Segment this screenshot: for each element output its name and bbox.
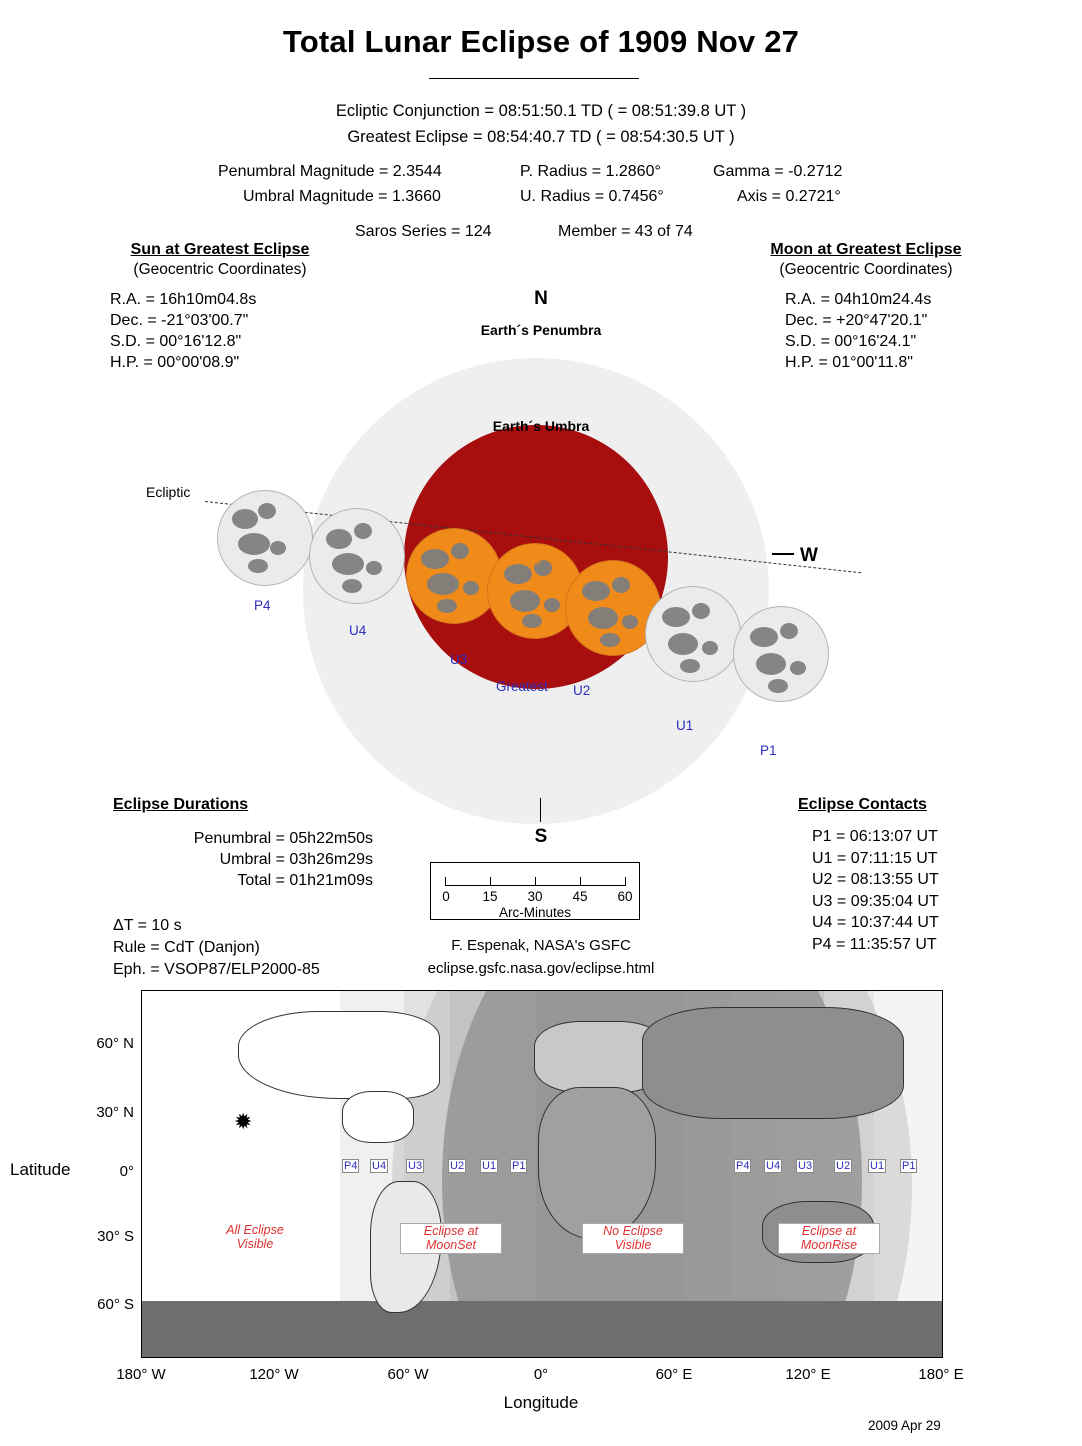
north-label: N xyxy=(534,288,548,309)
delta-t: ΔT = 10 s xyxy=(113,917,182,934)
diagram-tag-u4: U4 xyxy=(349,623,367,638)
credit-line-2[interactable]: eclipse.gsfc.nasa.gov/eclipse.html xyxy=(427,960,655,977)
map-tag-right-p1: P1 xyxy=(902,1160,916,1172)
map-tag-right-u4: U4 xyxy=(766,1160,781,1172)
lon-tick-60e: 60° E xyxy=(655,1366,693,1383)
moon-position-u1 xyxy=(645,586,741,682)
map-region-no-eclipse: No Eclipse Visible xyxy=(582,1223,684,1254)
danjon-rule: Rule = CdT (Danjon) xyxy=(113,939,260,956)
saros-series: Saros Series = 124 xyxy=(355,223,492,240)
moon-subheading: (Geocentric Coordinates) xyxy=(779,261,953,278)
u-radius: U. Radius = 0.7456° xyxy=(520,188,664,205)
saros-member: Member = 43 of 74 xyxy=(558,223,693,240)
contact-u1: U1 = 07:11:15 UT xyxy=(812,849,938,867)
lon-tick-120e: 120° E xyxy=(785,1366,831,1383)
contact-u2: U2 = 08:13:55 UT xyxy=(812,871,939,888)
scale-tick-45: 45 xyxy=(572,889,588,904)
penumbra-label: Earth´s Penumbra xyxy=(480,322,602,338)
contact-p4: P4 = 11:35:57 UT xyxy=(812,935,937,953)
south-tick xyxy=(540,798,541,822)
map-region-moonset: Eclipse at MoonSet xyxy=(400,1223,502,1254)
sublunar-star-icon: ✹ xyxy=(234,1109,253,1134)
map-land-north-america xyxy=(238,1011,440,1099)
scale-bar xyxy=(430,862,640,920)
scale-tick-0: 0 xyxy=(442,889,450,904)
lon-tick-180e: 180° E xyxy=(918,1366,964,1383)
penumbral-magnitude: Penumbral Magnitude = 2.3544 xyxy=(218,163,442,180)
moon-dec: Dec. = +20°47'20.1" xyxy=(785,312,928,329)
diagram-tag-u3: U3 xyxy=(450,652,468,667)
gamma: Gamma = -0.2712 xyxy=(713,163,843,180)
south-label: S xyxy=(534,826,548,847)
lat-tick-30n: 30° N xyxy=(96,1104,134,1121)
axis: Axis = 0.2721° xyxy=(737,188,841,205)
diagram-tag-u2: U2 xyxy=(573,683,591,698)
lon-tick-180w: 180° W xyxy=(116,1366,166,1383)
west-label: W xyxy=(800,545,818,566)
moon-sd: S.D. = 00°16'24.1" xyxy=(785,333,917,350)
lat-tick-30s: 30° S xyxy=(97,1228,134,1245)
map-tag-right-u2: U2 xyxy=(836,1160,851,1172)
map-tag-left-u4: U4 xyxy=(372,1160,387,1172)
latitude-axis-title: Latitude xyxy=(10,1160,71,1179)
map-tag-right-u1: U1 xyxy=(870,1160,885,1172)
durations-heading: Eclipse Durations xyxy=(113,796,249,813)
scale-units-label: Arc-Minutes xyxy=(498,905,571,920)
sun-subheading: (Geocentric Coordinates) xyxy=(133,261,307,278)
lon-tick-60w: 60° W xyxy=(387,1366,429,1383)
credit-line-1: F. Espenak, NASA's GSFC xyxy=(451,937,631,954)
greatest-center-cross: + xyxy=(533,554,543,571)
sun-sd: S.D. = 00°16'12.8" xyxy=(110,333,242,350)
moon-position-u4 xyxy=(309,508,405,604)
contact-u3: U3 = 09:35:04 UT xyxy=(812,892,939,910)
sun-heading: Sun at Greatest Eclipse xyxy=(130,241,310,258)
moon-position-p4 xyxy=(217,490,313,586)
moon-hp: H.P. = 01°00'11.8" xyxy=(785,354,913,371)
contact-p1: P1 = 06:13:07 UT xyxy=(812,828,938,845)
scale-tick-30: 30 xyxy=(527,889,543,904)
map-tag-left-p4: P4 xyxy=(344,1160,358,1172)
west-tick xyxy=(772,553,794,555)
ephemeris: Eph. = VSOP87/ELP2000-85 xyxy=(113,961,320,978)
contacts-heading: Eclipse Contacts xyxy=(798,796,927,813)
lon-tick-0: 0° xyxy=(533,1366,549,1383)
scale-tick-15: 15 xyxy=(482,889,498,904)
map-land-africa xyxy=(538,1087,656,1239)
moon-ra: R.A. = 04h10m24.4s xyxy=(785,291,932,308)
sun-dec: Dec. = -21°03'00.7" xyxy=(110,312,249,329)
sun-hp: H.P. = 00°00'08.9" xyxy=(110,354,240,371)
duration-umbral: Umbral = 03h26m29s xyxy=(219,851,373,868)
greatest-eclipse-time: Greatest Eclipse = 08:54:40.7 TD ( = 08:54:30.5 UT ) xyxy=(347,128,735,146)
contact-u4: U4 = 10:37:44 UT xyxy=(812,914,939,931)
lat-tick-60n: 60° N xyxy=(96,1035,134,1052)
map-tag-right-u3: U3 xyxy=(798,1160,813,1172)
map-region-moonrise: Eclipse at MoonRise xyxy=(778,1223,880,1254)
p-radius: P. Radius = 1.2860° xyxy=(520,163,661,180)
duration-total: Total = 01h21m09s xyxy=(237,872,373,889)
longitude-axis-title: Longitude xyxy=(503,1393,579,1412)
lat-tick-60s: 60° S xyxy=(97,1296,134,1313)
date-stamp: 2009 Apr 29 xyxy=(868,1418,941,1433)
moon-heading: Moon at Greatest Eclipse xyxy=(770,241,962,258)
scale-tick-60: 60 xyxy=(617,889,633,904)
lon-tick-120w: 120° W xyxy=(249,1366,299,1383)
diagram-tag-greatest: Greatest xyxy=(496,679,548,694)
visibility-map xyxy=(141,990,943,1358)
title-underline xyxy=(429,78,639,79)
ecliptic-label: Ecliptic xyxy=(146,484,191,500)
map-tag-left-u3: U3 xyxy=(408,1160,423,1172)
lat-tick-0: 0° xyxy=(119,1163,134,1180)
diagram-tag-u1: U1 xyxy=(676,718,694,733)
map-tag-right-p4: P4 xyxy=(736,1160,750,1172)
map-land-asia xyxy=(642,1007,904,1119)
moon-position-p1 xyxy=(733,606,829,702)
map-tag-left-p1: P1 xyxy=(512,1160,526,1172)
map-region-all-visible: All Eclipse Visible xyxy=(226,1223,284,1252)
map-antarctica xyxy=(142,1301,942,1357)
page-title: Total Lunar Eclipse of 1909 Nov 27 xyxy=(282,24,800,59)
umbra-label: Earth´s Umbra xyxy=(492,418,590,434)
map-tag-left-u1: U1 xyxy=(482,1160,497,1172)
moon-position-u3 xyxy=(406,528,502,624)
sun-ra: R.A. = 16h10m04.8s xyxy=(110,291,257,308)
duration-penumbral: Penumbral = 05h22m50s xyxy=(193,830,373,847)
map-land-central-america xyxy=(342,1091,414,1143)
diagram-tag-p4: P4 xyxy=(254,598,271,613)
map-tag-left-u2: U2 xyxy=(450,1160,465,1172)
umbral-magnitude: Umbral Magnitude = 1.3660 xyxy=(243,188,441,205)
ecliptic-conjunction: Ecliptic Conjunction = 08:51:50.1 TD ( = 08:51:39.8 UT ) xyxy=(335,102,747,120)
diagram-tag-p1: P1 xyxy=(760,743,777,758)
